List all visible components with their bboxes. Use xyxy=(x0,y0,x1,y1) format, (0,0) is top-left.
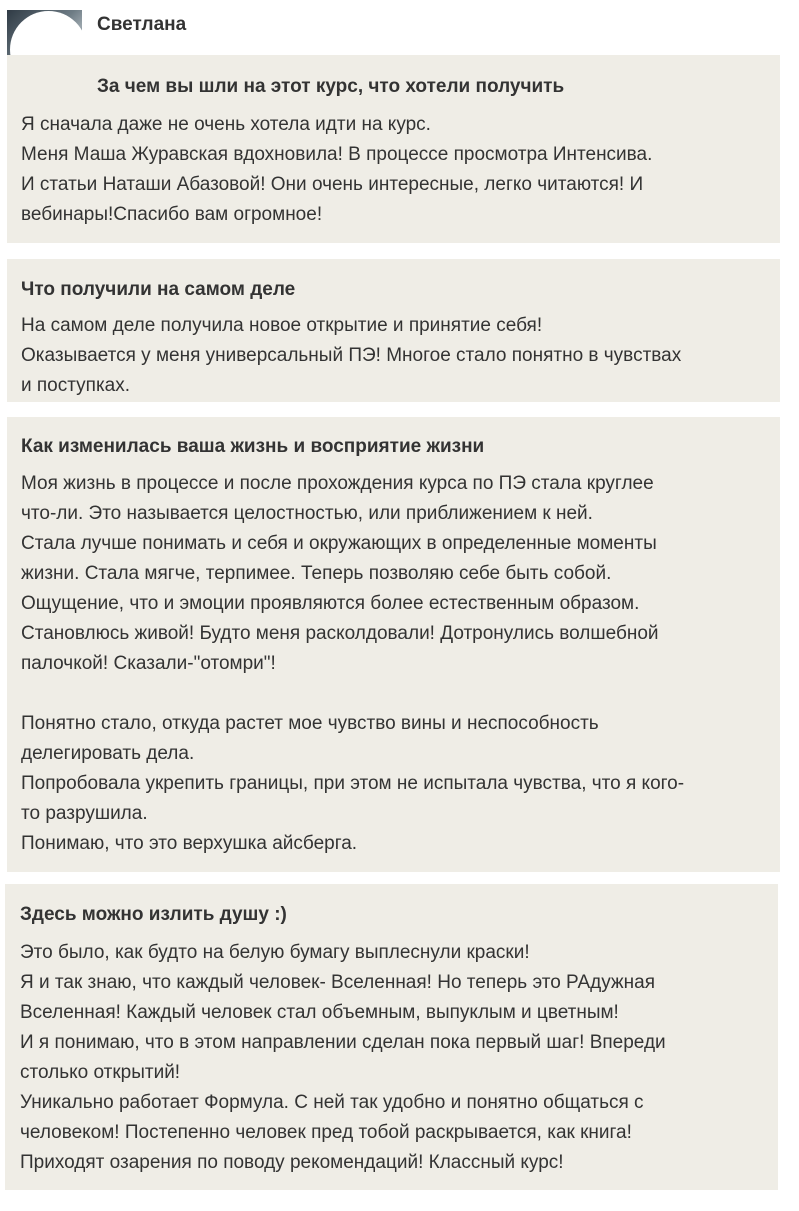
review-section-result xyxy=(7,259,780,402)
review-section-free-text xyxy=(5,884,778,1190)
section-answer: Моя жизнь в процессе и после прохождения курса по ПЭ стала круглее что-ли. Это называется целостностью, или приближением к ней. Стала лучше понимать и себя и окружающих в определенные моменты жизни. Стала мягче, терпимее. Теперь позволяю себе быть собой. Ощущение, что и эмоции проявляются более естественным образом. Становлюсь живой! Будто меня расколдовали! Дотронулись волшебной палочкой! Сказали-"отомри"! Понятно стало, откуда растет мое чувство вины и неспособность делегировать дела. Попробовала укрепить границы, при этом не испытала чувства, что я кого- то разрушила. Понимаю, что это верхушка айсберга. xyxy=(21,473,685,854)
section-question: Что получили на самом деле xyxy=(21,279,296,300)
section-answer: На самом деле получила новое открытие и принятие себя! Оказывается у меня универсальный ПЭ! Многое стало понятно в чувствах и поступках. xyxy=(21,315,682,396)
section-answer: Я сначала даже не очень хотела идти на курс. Меня Маша Журавская вдохновила! В процессе просмотра Интенсива. И статьи Наташи Абазовой! Они очень интересные, легко читаются! И вебинары!Спасибо вам огромное! xyxy=(21,114,653,225)
section-answer: Это было, как будто на белую бумагу выплеснули краски! Я и так знаю, что каждый человек- Вселенная! Но теперь это РАдужная Вселенная! Каждый человек стал объемным, выпуклым и цветным! И я понимаю, что в этом направлении сделан пока первый шаг! Впереди столько открытий! Уникально работает Формула. С ней так удобно и понятно общаться с человеком! Постепенно человек пред тобой раскрывается, как книга! Приходят озарения по поводу рекомендаций! Классный курс! xyxy=(20,942,666,1173)
section-question: Как изменилась ваша жизнь и восприятие жизни xyxy=(21,436,485,457)
section-question: За чем вы шли на этот курс, что хотели получить xyxy=(97,76,565,97)
review-section-life-change xyxy=(7,417,780,872)
review-section-goal xyxy=(7,55,780,243)
author-name: Светлана xyxy=(97,14,187,35)
section-question: Здесь можно излить душу :) xyxy=(20,904,287,925)
